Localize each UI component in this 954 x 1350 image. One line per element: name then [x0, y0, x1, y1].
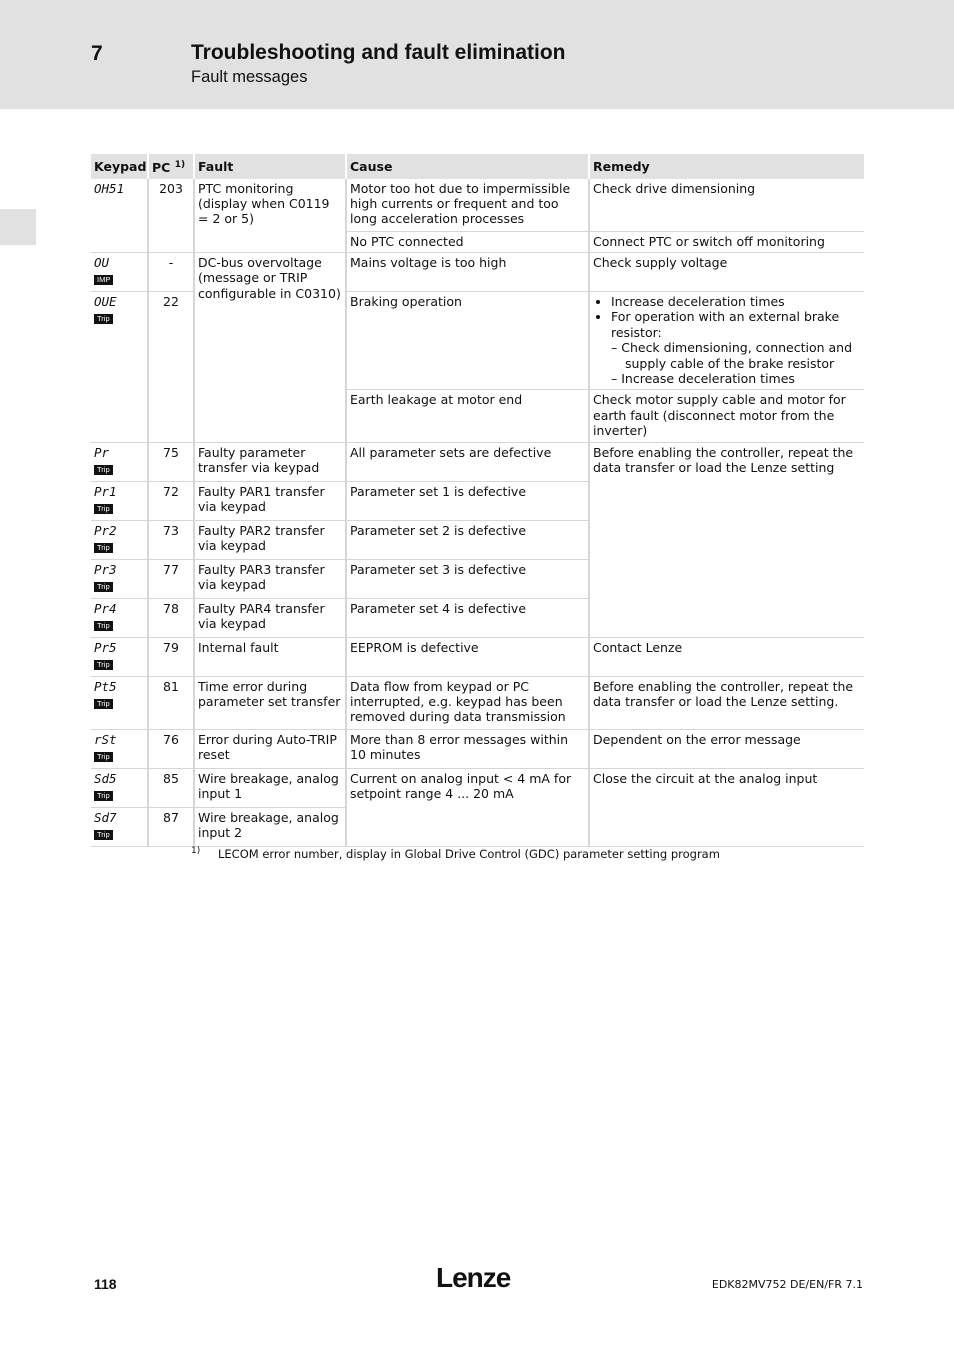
list-item-text: For operation with an external brake resistor: [611, 309, 840, 340]
list-item: • Increase deceleration times [611, 294, 861, 309]
pc-cell: 75 [149, 443, 195, 482]
keypad-code: Pr1 [94, 483, 117, 499]
col-header-keypad: Keypad [91, 154, 149, 179]
cause-cell: Parameter set 1 is defective [347, 482, 590, 521]
col-header-pc [149, 154, 195, 179]
remedy-cell [590, 292, 864, 390]
remedy-cell: Close the circuit at the analog input [590, 769, 864, 847]
table-row [91, 638, 864, 677]
pc-cell: 72 [149, 482, 195, 521]
keypad-cell [91, 253, 149, 292]
trip-badge: Trip [94, 504, 113, 514]
table-row [91, 253, 864, 292]
remedy-cell: Connect PTC or switch off monitoring [590, 232, 864, 253]
keypad-cell [91, 599, 149, 638]
col-header-remedy: Remedy [590, 154, 864, 179]
keypad-cell [91, 443, 149, 482]
keypad-cell [91, 638, 149, 677]
fault-cell: Time error during parameter set transfer [195, 677, 347, 730]
fault-cell: Wire breakage, analog input 1 [195, 769, 347, 808]
fault-cell: Faulty PAR2 transfer via keypad [195, 521, 347, 560]
trip-badge: Trip [94, 621, 113, 631]
pc-cell: 85 [149, 769, 195, 808]
keypad-code: Sd7 [94, 809, 117, 825]
keypad-cell [91, 730, 149, 769]
cause-cell: All parameter sets are defective [347, 443, 590, 482]
chapter-title: Troubleshooting and fault elimination [191, 41, 566, 64]
keypad-code: OUE [94, 293, 117, 309]
footnote-text: LECOM error number, display in Global Drive Control (GDC) parameter setting program [218, 847, 720, 861]
fault-cell: Faulty PAR1 transfer via keypad [195, 482, 347, 521]
chapter-subtitle: Fault messages [191, 68, 308, 86]
table-header-row [91, 154, 864, 179]
table-row [91, 677, 864, 730]
cause-cell: Parameter set 4 is defective [347, 599, 590, 638]
cause-cell: Current on analog input < 4 mA for setpoint range 4 ... 20 mA [347, 769, 590, 847]
col-header-fault: Fault [195, 154, 347, 179]
remedy-cell: Before enabling the controller, repeat the data transfer or load the Lenze setting. [590, 677, 864, 730]
sub-item: – Increase deceleration times [611, 371, 795, 386]
cause-cell: EEPROM is defective [347, 638, 590, 677]
keypad-code: OU [94, 254, 110, 270]
remedy-cell: Contact Lenze [590, 638, 864, 677]
remedy-list [593, 294, 861, 386]
fault-cell: Faulty PAR4 transfer via keypad [195, 599, 347, 638]
keypad-cell [91, 560, 149, 599]
pc-cell: 22 [149, 292, 195, 443]
trip-badge: Trip [94, 830, 113, 840]
pc-cell: 81 [149, 677, 195, 730]
table-row [91, 179, 864, 232]
fault-cell: Internal fault [195, 638, 347, 677]
fault-cell: Wire breakage, analog input 2 [195, 808, 347, 847]
remedy-cell: Before enabling the controller, repeat the data transfer or load the Lenze setting [590, 443, 864, 638]
remedy-cell: Check drive dimensioning [590, 179, 864, 232]
sub-item: – Check dimensioning, connection and [611, 340, 853, 356]
keypad-code: Pr5 [94, 639, 117, 655]
cause-cell: Motor too hot due to impermissible high currents or frequent and too long acceleration processes [347, 179, 590, 232]
sub-item: supply cable of the brake resistor [625, 355, 835, 371]
keypad-cell [91, 292, 149, 443]
trip-badge: Trip [94, 660, 113, 670]
remedy-cell: Dependent on the error message [590, 730, 864, 769]
keypad-code: Pt5 [94, 678, 117, 694]
pc-cell: 79 [149, 638, 195, 677]
trip-badge: Trip [94, 465, 113, 475]
trip-badge: Trip [94, 314, 113, 324]
pc-footnote-mark: 1) [174, 160, 186, 170]
side-tab-marker [0, 209, 36, 245]
pc-cell: 77 [149, 560, 195, 599]
pc-cell: 73 [149, 521, 195, 560]
keypad-cell [91, 482, 149, 521]
fault-cell: Error during Auto-TRIP reset [195, 730, 347, 769]
keypad-cell [91, 677, 149, 730]
trip-badge: Trip [94, 582, 113, 592]
cause-cell: Mains voltage is too high [347, 253, 590, 292]
table-row [91, 730, 864, 769]
keypad-code: Pr4 [94, 600, 117, 616]
keypad-cell [91, 769, 149, 808]
keypad-cell [91, 808, 149, 847]
remedy-cell: Check motor supply cable and motor for earth fault (disconnect motor from the inverter) [590, 390, 864, 442]
fault-cell: Faulty PAR3 transfer via keypad [195, 560, 347, 599]
cause-cell: Parameter set 3 is defective [347, 560, 590, 599]
remedy-cell: Check supply voltage [590, 253, 864, 292]
col-header-pc-label: PC [152, 160, 171, 176]
trip-badge: Trip [94, 791, 113, 801]
pc-cell: 203 [149, 179, 195, 253]
fault-table [91, 154, 864, 847]
cause-cell: No PTC connected [347, 232, 590, 253]
cause-cell: Parameter set 2 is defective [347, 521, 590, 560]
fault-cell: PTC monitoring (display when C0119 = 2 or 5) [195, 179, 347, 253]
pc-cell: 87 [149, 808, 195, 847]
table-row [91, 443, 864, 482]
imp-badge: IMP [94, 275, 113, 285]
lenze-logo: Lenze [436, 1262, 511, 1293]
fault-cell: Faulty parameter transfer via keypad [195, 443, 347, 482]
cause-cell: Earth leakage at motor end [347, 390, 590, 442]
trip-badge: Trip [94, 543, 113, 553]
cause-cell: More than 8 error messages within 10 minutes [347, 730, 590, 769]
chapter-number: 7 [91, 42, 103, 65]
document-id: EDK82MV752 DE/EN/FR 7.1 [711, 1278, 863, 1291]
list-item [611, 309, 861, 386]
cause-cell: Data flow from keypad or PC interrupted, e.g. keypad has been removed during data transmission [347, 677, 590, 730]
keypad-cell [91, 521, 149, 560]
page-number: 118 [94, 1276, 117, 1292]
keypad-code: Pr [94, 444, 110, 460]
cause-cell: Braking operation [347, 292, 590, 390]
pc-cell: 76 [149, 730, 195, 769]
keypad-code: OH51 [94, 180, 125, 196]
keypad-code: Pr3 [94, 561, 117, 577]
col-header-cause: Cause [347, 154, 590, 179]
keypad-code: Sd5 [94, 770, 117, 786]
keypad-cell [91, 179, 149, 253]
fault-cell: DC-bus overvoltage (message or TRIP configurable in C0310) [195, 253, 347, 443]
trip-badge: Trip [94, 699, 113, 709]
trip-badge: Trip [94, 752, 113, 762]
keypad-code: Pr2 [94, 522, 117, 538]
pc-cell: - [149, 253, 195, 292]
footnote-mark: 1) [191, 846, 201, 856]
keypad-code: rSt [94, 731, 117, 747]
pc-cell: 78 [149, 599, 195, 638]
table-row [91, 769, 864, 808]
